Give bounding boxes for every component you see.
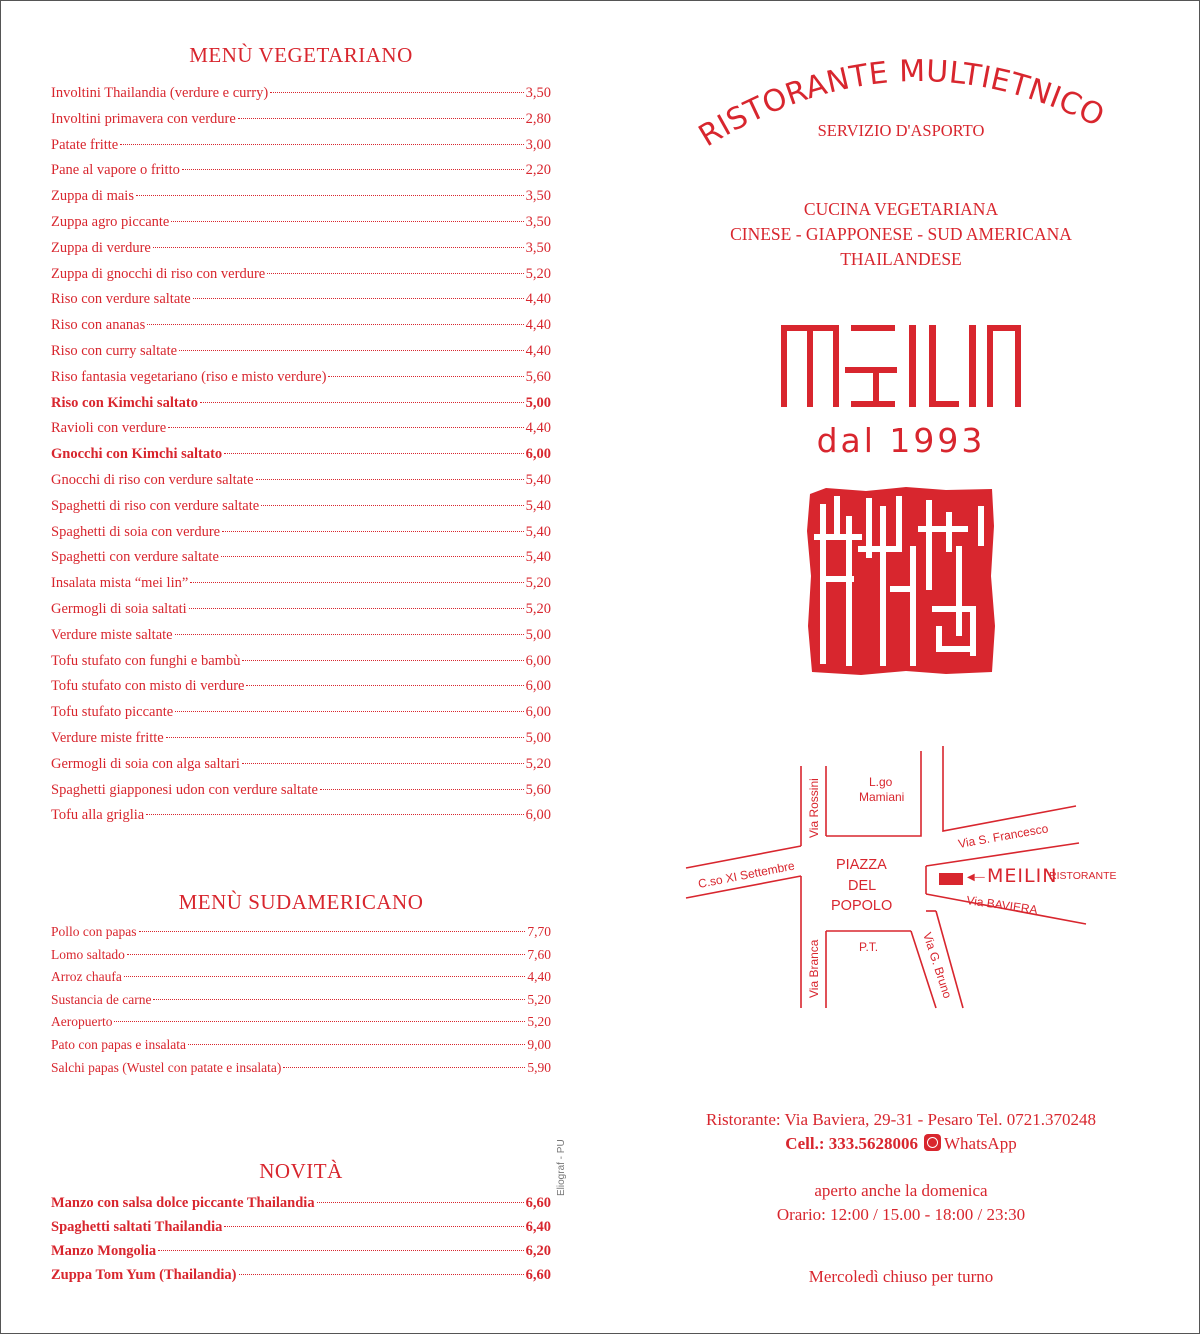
leader-dots: [221, 555, 524, 557]
menu-item-name: Spaghetti giapponesi udon con verdure saltate: [51, 781, 318, 798]
leader-dots: [283, 1066, 525, 1068]
seal-stamp-icon: [806, 486, 996, 676]
menu-item: [51, 343, 551, 369]
menu-item-name: Spaghetti con verdure saltate: [51, 549, 219, 566]
menu-item-price: 5,00: [525, 626, 551, 643]
open-sunday-line: aperto anche la domenica: [814, 1181, 988, 1200]
leader-dots: [242, 762, 524, 764]
menu-item-name: Patate fritte: [51, 136, 119, 153]
leader-dots: [222, 530, 524, 532]
since-year: dal 1993: [816, 421, 986, 460]
vegetarian-menu-title: MENÙ VEGETARIANO: [189, 43, 413, 67]
cuisine-block: [601, 197, 1200, 272]
leader-dots: [193, 297, 524, 299]
leader-dots: [320, 788, 524, 790]
map-label: Via Rossini: [807, 778, 821, 838]
menu-item-name: Spaghetti di soia con verdure: [51, 523, 221, 540]
menu-item-price: 6,00: [525, 652, 551, 669]
map-label: P.T.: [859, 940, 879, 954]
leader-dots: [256, 478, 524, 480]
menu-item: [51, 420, 551, 446]
leader-dots: [120, 143, 523, 145]
menu-item: [51, 1267, 551, 1291]
cuisine-line: CUCINA VEGETARIANA: [803, 199, 999, 219]
menu-item: [51, 498, 551, 524]
menu-item-name: Pane al vapore o fritto: [51, 162, 180, 179]
menu-item: [51, 395, 551, 421]
leader-dots: [147, 323, 523, 325]
menu-item: [51, 137, 551, 163]
menu-item-name: Riso fantasia vegetariano (riso e misto verdure): [51, 368, 327, 385]
menu-item-price: 6,60: [525, 1267, 551, 1283]
leader-dots: [188, 1043, 525, 1045]
menu-item-name: Arroz chaufa: [51, 969, 122, 985]
leader-dots: [127, 953, 526, 955]
menu-item: [51, 1219, 551, 1243]
leader-dots: [153, 246, 524, 248]
menu-item-name: Germogli di soia saltati: [51, 600, 187, 617]
leader-dots: [166, 736, 524, 738]
menu-item: [51, 969, 551, 992]
map-label: PIAZZA: [836, 857, 887, 873]
menu-item-name: Manzo con salsa dolce piccante Thailandia: [51, 1195, 315, 1211]
menu-item-price: 6,60: [525, 1195, 551, 1211]
menu-item-name: Zuppa di mais: [51, 188, 134, 205]
menu-item-price: 5,20: [525, 575, 551, 592]
menu-item-price: 6,00: [525, 446, 551, 463]
map-arrow-icon: ◀—: [967, 872, 985, 883]
menu-item-name: Spaghetti saltati Thailandia: [51, 1219, 223, 1235]
menu-item-price: 4,40: [525, 291, 551, 308]
menu-item-name: Riso con ananas: [51, 317, 146, 334]
menu-item: [51, 111, 551, 137]
sudamericano-menu-list: [51, 924, 551, 1082]
menu-item-price: 6,00: [525, 807, 551, 824]
address-line: Ristorante: Via Baviera, 29-31 - Pesaro Tel. 0721.370248: [706, 1110, 1096, 1129]
menu-item-name: Involtini Thailandia (verdure e curry): [51, 85, 269, 101]
whatsapp-label: WhatsApp: [943, 1134, 1017, 1153]
menu-item-price: 4,40: [527, 969, 551, 985]
cuisine-line: CINESE - GIAPPONESE - SUD AMERICANA: [730, 224, 1072, 244]
menu-item-name: Verdure miste saltate: [51, 626, 173, 643]
menu-item-price: 3,50: [525, 213, 551, 230]
menu-item: [51, 317, 551, 343]
menu-item-price: 6,00: [525, 678, 551, 695]
menu-item-name: Aeropuerto: [51, 1014, 113, 1030]
menu-item: [51, 1014, 551, 1037]
leader-dots: [328, 375, 523, 377]
map-label: L.go: [869, 775, 893, 789]
menu-item: [51, 162, 551, 188]
menu-item: [51, 188, 551, 214]
novita-menu-title: NOVITÀ: [259, 1159, 343, 1183]
menu-item-name: Tofu alla griglia: [51, 807, 145, 824]
contacts-block: [601, 1108, 1200, 1156]
menu-item-price: 4,40: [525, 420, 551, 437]
leader-dots: [114, 1020, 525, 1022]
leader-dots: [267, 272, 523, 274]
menu-item-price: 5,40: [525, 549, 551, 566]
menu-item-name: Involtini primavera con verdure: [51, 110, 236, 127]
menu-item-name: Riso con Kimchi saltato: [51, 394, 199, 411]
leader-dots: [175, 710, 523, 712]
menu-item-price: 5,00: [525, 729, 551, 746]
restaurant-marker: [939, 873, 963, 885]
cell-number[interactable]: Cell.: 333.5628006: [785, 1134, 918, 1153]
menu-item: [51, 730, 551, 756]
menu-item: [51, 524, 551, 550]
menu-item-name: Pato con papas e insalata: [51, 1036, 186, 1052]
map-label: RISTORANTE: [1049, 870, 1117, 882]
printer-credit: Eliograf - PU: [556, 1139, 567, 1196]
menu-item: [51, 924, 551, 947]
novita-menu-list: [51, 1195, 551, 1291]
menu-item-price: 4,40: [525, 342, 551, 359]
menu-item-name: Gnocchi di riso con verdure saltate: [51, 471, 254, 488]
menu-item: [51, 472, 551, 498]
menu-item: [51, 266, 551, 292]
leader-dots: [242, 659, 523, 661]
menu-item: [51, 446, 551, 472]
menu-item-name: Lomo saltado: [51, 946, 125, 962]
leader-dots: [189, 607, 524, 609]
menu-item-name: Zuppa di verdure: [51, 239, 151, 256]
menu-item-price: 3,00: [525, 136, 551, 153]
menu-item: [51, 575, 551, 601]
leader-dots: [270, 91, 523, 93]
menu-item: [51, 85, 551, 111]
menu-item-name: Zuppa di gnocchi di riso con verdure: [51, 265, 266, 282]
leader-dots: [317, 1201, 524, 1203]
menu-item-price: 6,40: [525, 1219, 551, 1235]
menu-item: [51, 1037, 551, 1060]
map-label: Mamiani: [859, 790, 905, 804]
closed-day-line: Mercoledì chiuso per turno: [808, 1267, 994, 1286]
menu-item-price: 6,20: [525, 1243, 551, 1259]
arc-title: [601, 31, 1200, 171]
menu-item: [51, 214, 551, 240]
leader-dots: [224, 1225, 523, 1227]
map-label: Via BAVIERA: [965, 893, 1039, 917]
menu-item-price: 2,20: [525, 162, 551, 179]
leader-dots: [182, 168, 524, 170]
menu-item-price: 9,00: [527, 1036, 551, 1052]
cuisine-line: THAILANDESE: [840, 249, 962, 269]
menu-item-name: Riso con verdure saltate: [51, 291, 191, 308]
leader-dots: [139, 930, 526, 932]
menu-item: [51, 678, 551, 704]
menu-item-price: 5,00: [525, 394, 551, 411]
menu-item: [51, 653, 551, 679]
menu-item-name: Tofu stufato con funghi e bambù: [51, 652, 241, 669]
leader-dots: [239, 1273, 524, 1275]
leader-dots: [168, 426, 523, 428]
map-label: Via G. Bruno: [920, 930, 955, 1001]
leader-dots: [158, 1249, 524, 1251]
leader-dots: [190, 581, 523, 583]
leader-dots: [200, 401, 524, 403]
leader-dots: [146, 813, 523, 815]
menu-item-name: Germogli di soia con alga saltari: [51, 755, 240, 772]
leader-dots: [124, 975, 526, 977]
service-subtitle: SERVIZIO D'ASPORTO: [817, 121, 985, 140]
menu-item: [51, 240, 551, 266]
menu-item-price: 5,60: [525, 368, 551, 385]
menu-item-price: 7,70: [527, 924, 551, 939]
menu-item-price: 5,20: [527, 1014, 551, 1030]
menu-item: [51, 992, 551, 1015]
menu-item-name: Sustancia de carne: [51, 991, 152, 1007]
menu-item-price: 3,50: [525, 188, 551, 205]
menu-item-price: 3,50: [525, 85, 551, 101]
whatsapp-icon: [924, 1134, 941, 1151]
leader-dots: [136, 194, 524, 196]
menu-item-name: Spaghetti di riso con verdure saltate: [51, 497, 260, 514]
menu-item-name: Salchi papas (Wustel con patate e insalata): [51, 1059, 282, 1075]
map-label: C.so XI Settembre: [696, 858, 796, 891]
menu-item-price: 5,40: [525, 497, 551, 514]
menu-item: [51, 704, 551, 730]
menu-item-price: 5,20: [527, 991, 551, 1007]
menu-item: [51, 1243, 551, 1267]
menu-item-name: Tofu stufato con misto di verdure: [51, 678, 245, 695]
menu-item: [51, 549, 551, 575]
menu-item-name: Manzo Mongolia: [51, 1243, 157, 1259]
menu-item-price: 5,90: [527, 1059, 551, 1075]
leader-dots: [175, 633, 524, 635]
hours-block: [601, 1179, 1200, 1227]
map-label: DEL: [848, 878, 877, 894]
menu-item-price: 5,20: [525, 600, 551, 617]
menu-item: [51, 1060, 551, 1083]
menu-item: [51, 627, 551, 653]
menu-item-price: 7,60: [527, 946, 551, 962]
menu-item: [51, 782, 551, 808]
menu-item-name: Gnocchi con Kimchi saltato: [51, 446, 223, 463]
leader-dots: [171, 220, 523, 222]
menu-item-price: 2,80: [525, 110, 551, 127]
menu-item-name: Insalata mista “mei lin”: [51, 575, 189, 592]
leader-dots: [238, 117, 524, 119]
menu-item-price: 5,20: [525, 755, 551, 772]
menu-item-name: Zuppa agro piccante: [51, 213, 170, 230]
leader-dots: [224, 452, 523, 454]
leader-dots: [261, 504, 523, 506]
menu-item-price: 5,40: [525, 523, 551, 540]
menu-item-name: Tofu stufato piccante: [51, 704, 174, 721]
location-map: [681, 746, 1131, 1016]
menu-item: [51, 369, 551, 395]
menu-item-price: 5,20: [525, 265, 551, 282]
menu-item-name: Zuppa Tom Yum (Thailandia): [51, 1267, 237, 1283]
menu-item-name: Pollo con papas: [51, 924, 137, 939]
menu-item: [51, 756, 551, 782]
map-label: Via Branca: [807, 939, 821, 998]
leader-dots: [246, 684, 523, 686]
map-label: Via S. Francesco: [957, 821, 1050, 851]
leader-dots: [153, 998, 525, 1000]
menu-item: [51, 291, 551, 317]
menu-item-name: Ravioli con verdure: [51, 420, 167, 437]
menu-item: [51, 601, 551, 627]
menu-item: [51, 807, 551, 833]
arc-title-text: RISTORANTE MULTIETNICO: [692, 53, 1110, 155]
menu-item-name: Riso con curry saltate: [51, 342, 178, 359]
menu-item-name: Verdure miste fritte: [51, 729, 164, 746]
menu-item: [51, 1195, 551, 1219]
menu-item-price: 5,40: [525, 471, 551, 488]
map-label: MEILIN: [987, 865, 1058, 887]
menu-item-price: 3,50: [525, 239, 551, 256]
sudamericano-menu-title: MENÙ SUDAMERICANO: [178, 890, 424, 914]
menu-item-price: 4,40: [525, 317, 551, 334]
leader-dots: [179, 349, 524, 351]
menu-item-price: 6,00: [525, 704, 551, 721]
hours-line: Orario: 12:00 / 15.00 - 18:00 / 23:30: [776, 1205, 1026, 1224]
map-label: POPOLO: [831, 898, 893, 914]
vegetarian-menu-list: [51, 85, 551, 833]
menu-item-price: 5,60: [525, 781, 551, 798]
meilin-logo: [779, 321, 1024, 411]
menu-item: [51, 947, 551, 970]
